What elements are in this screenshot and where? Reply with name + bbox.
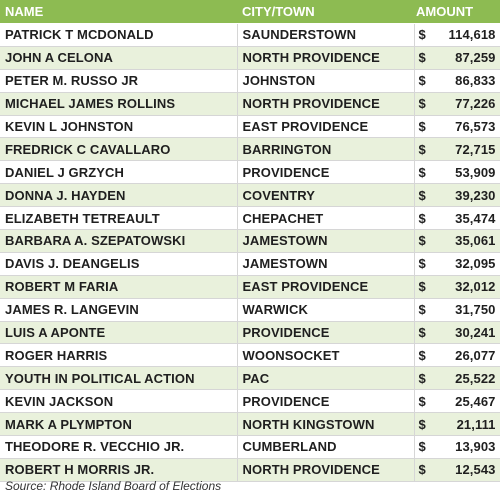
cell-currency: $ xyxy=(414,413,436,436)
cell-currency: $ xyxy=(414,298,436,321)
table-row xyxy=(0,367,500,390)
cell-currency: $ xyxy=(414,115,436,138)
cell-name: DONNA J. HAYDEN xyxy=(0,184,237,207)
cell-amount: 13,903 xyxy=(436,436,500,459)
table-row xyxy=(0,184,500,207)
cell-name: KEVIN JACKSON xyxy=(0,390,237,413)
cell-name: BARBARA A. SZEPATOWSKI xyxy=(0,230,237,253)
cell-city: JAMESTOWN xyxy=(237,230,414,253)
cell-city: NORTH KINGSTOWN xyxy=(237,413,414,436)
cell-name: ROBERT H MORRIS JR. xyxy=(0,458,237,481)
cell-name: FREDRICK C CAVALLARO xyxy=(0,138,237,161)
cell-name: PETER M. RUSSO JR xyxy=(0,69,237,92)
table-row xyxy=(0,298,500,321)
cell-amount: 32,012 xyxy=(436,275,500,298)
cell-amount: 32,095 xyxy=(436,252,500,275)
table-row xyxy=(0,436,500,459)
table-row xyxy=(0,161,500,184)
cell-city: NORTH PROVIDENCE xyxy=(237,46,414,69)
cell-name: ROGER HARRIS xyxy=(0,344,237,367)
cell-city: WARWICK xyxy=(237,298,414,321)
cell-city: EAST PROVIDENCE xyxy=(237,275,414,298)
cell-city: CUMBERLAND xyxy=(237,436,414,459)
table-row xyxy=(0,458,500,481)
cell-name: MICHAEL JAMES ROLLINS xyxy=(0,92,237,115)
cell-name: LUIS A APONTE xyxy=(0,321,237,344)
table-row xyxy=(0,115,500,138)
table-row xyxy=(0,69,500,92)
cell-amount: 12,543 xyxy=(436,458,500,481)
table-row xyxy=(0,138,500,161)
table-row xyxy=(0,390,500,413)
cell-name: JOHN A CELONA xyxy=(0,46,237,69)
cell-city: PROVIDENCE xyxy=(237,321,414,344)
cell-currency: $ xyxy=(414,46,436,69)
cell-city: NORTH PROVIDENCE xyxy=(237,458,414,481)
cell-city: JAMESTOWN xyxy=(237,252,414,275)
cell-amount: 31,750 xyxy=(436,298,500,321)
cell-city: PROVIDENCE xyxy=(237,390,414,413)
cell-currency: $ xyxy=(414,230,436,253)
cell-currency: $ xyxy=(414,367,436,390)
cell-city: JOHNSTON xyxy=(237,69,414,92)
cell-name: DAVIS J. DEANGELIS xyxy=(0,252,237,275)
cell-currency: $ xyxy=(414,207,436,230)
cell-name: YOUTH IN POLITICAL ACTION xyxy=(0,367,237,390)
cell-currency: $ xyxy=(414,24,436,47)
cell-name: KEVIN L JOHNSTON xyxy=(0,115,237,138)
cell-currency: $ xyxy=(414,321,436,344)
cell-city: SAUNDERSTOWN xyxy=(237,24,414,47)
cell-city: COVENTRY xyxy=(237,184,414,207)
table-row xyxy=(0,24,500,47)
cell-currency: $ xyxy=(414,69,436,92)
source-note: Source: Rhode Island Board of Elections xyxy=(5,479,222,493)
cell-amount: 53,909 xyxy=(436,161,500,184)
cell-city: NORTH PROVIDENCE xyxy=(237,92,414,115)
table-row xyxy=(0,275,500,298)
table-row xyxy=(0,252,500,275)
table-row xyxy=(0,413,500,436)
cell-amount: 25,522 xyxy=(436,367,500,390)
cell-name: THEODORE R. VECCHIO JR. xyxy=(0,436,237,459)
header-amount: AMOUNT xyxy=(414,0,500,24)
cell-currency: $ xyxy=(414,275,436,298)
cell-name: MARK A PLYMPTON xyxy=(0,413,237,436)
table-row xyxy=(0,230,500,253)
cell-city: BARRINGTON xyxy=(237,138,414,161)
cell-amount: 39,230 xyxy=(436,184,500,207)
cell-name: DANIEL J GRZYCH xyxy=(0,161,237,184)
cell-city: WOONSOCKET xyxy=(237,344,414,367)
cell-currency: $ xyxy=(414,161,436,184)
cell-currency: $ xyxy=(414,92,436,115)
cell-currency: $ xyxy=(414,390,436,413)
table-row xyxy=(0,321,500,344)
table-header xyxy=(0,0,500,24)
cell-currency: $ xyxy=(414,138,436,161)
cell-currency: $ xyxy=(414,458,436,481)
cell-amount: 35,061 xyxy=(436,230,500,253)
table-row xyxy=(0,344,500,367)
cell-currency: $ xyxy=(414,436,436,459)
cell-currency: $ xyxy=(414,344,436,367)
header-row xyxy=(0,0,500,24)
header-name: NAME xyxy=(0,0,237,24)
cell-city: EAST PROVIDENCE xyxy=(237,115,414,138)
table-row xyxy=(0,92,500,115)
cell-name: JAMES R. LANGEVIN xyxy=(0,298,237,321)
cell-amount: 86,833 xyxy=(436,69,500,92)
table-row xyxy=(0,46,500,69)
cell-city: CHEPACHET xyxy=(237,207,414,230)
cell-amount: 76,573 xyxy=(436,115,500,138)
cell-currency: $ xyxy=(414,184,436,207)
table-row xyxy=(0,207,500,230)
cell-currency: $ xyxy=(414,252,436,275)
header-city: CITY/TOWN xyxy=(237,0,414,24)
cell-amount: 72,715 xyxy=(436,138,500,161)
cell-name: ELIZABETH TETREAULT xyxy=(0,207,237,230)
cell-amount: 30,241 xyxy=(436,321,500,344)
cell-amount: 21,111 xyxy=(436,413,500,436)
cell-amount: 25,467 xyxy=(436,390,500,413)
cell-amount: 77,226 xyxy=(436,92,500,115)
cell-amount: 35,474 xyxy=(436,207,500,230)
cell-city: PROVIDENCE xyxy=(237,161,414,184)
table-body xyxy=(0,24,500,482)
cell-name: PATRICK T MCDONALD xyxy=(0,24,237,47)
cell-name: ROBERT M FARIA xyxy=(0,275,237,298)
cell-city: PAC xyxy=(237,367,414,390)
cell-amount: 114,618 xyxy=(436,24,500,47)
cell-amount: 26,077 xyxy=(436,344,500,367)
cell-amount: 87,259 xyxy=(436,46,500,69)
